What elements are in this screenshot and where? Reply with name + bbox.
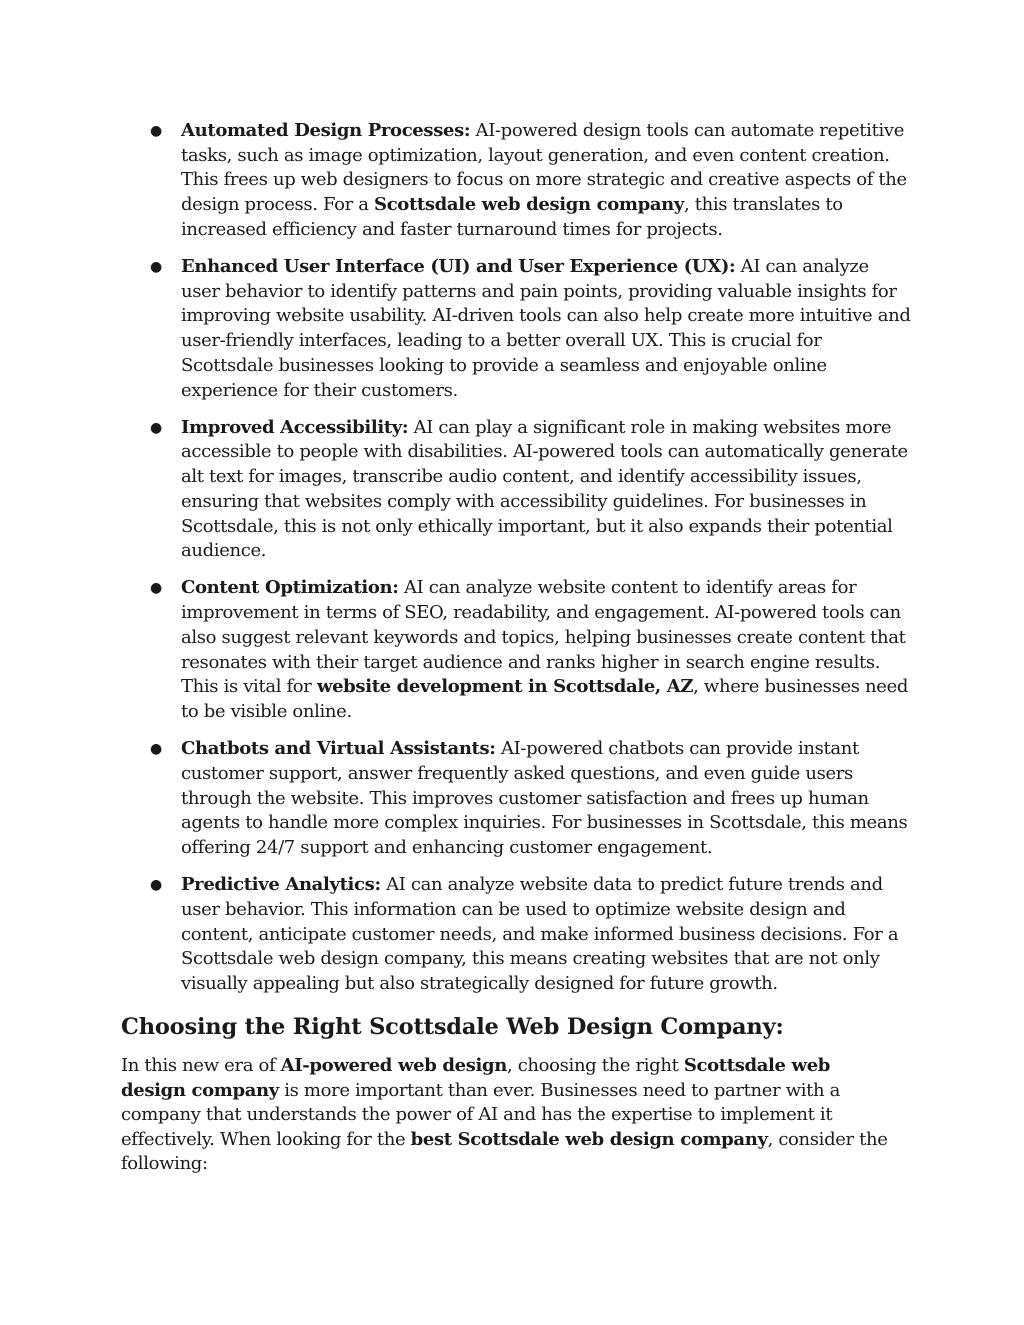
bullet-title: Chatbots and Virtual Assistants: <box>181 738 496 760</box>
list-item <box>150 119 911 243</box>
list-item <box>150 576 911 724</box>
bullet-text: AI-powered chatbots can provide instant customer support, answer frequently asked questions, and even guide users through the website. This improves customer satisfaction and frees up human agents to handle more complex inquiries. For businesses in Scottsdale, this means offering 24/7 support and enhancing customer engagement. <box>181 738 908 858</box>
bullet-dot-icon: ● <box>150 877 162 894</box>
bullet-text-end: , where businesses need to be visible online. <box>181 676 909 722</box>
bullet-title: Predictive Analytics: <box>181 874 381 896</box>
bullet-title: Improved Accessibility: <box>181 416 409 438</box>
section-paragraph <box>121 1054 891 1177</box>
bullet-bold-phrase: Scottsdale web design company <box>374 194 684 216</box>
bullet-dot-icon: ● <box>150 259 162 276</box>
bullet-text: AI can analyze website data to predict future trends and user behavior. This information can be used to optimize website design and content, anticipate customer needs, and make informed business decisions. For a Scottsdale web design company, this means creating websites that are not only visually appealing but also strategically designed for future growth. <box>181 874 899 994</box>
paragraph-text: , choosing the right <box>506 1055 684 1076</box>
paragraph-bold-phrase: best Scottsdale web design company <box>410 1128 768 1150</box>
bullet-title: Automated Design Processes: <box>181 120 471 141</box>
bullet-text: AI-powered design tools can automate repetitive tasks, such as image optimization, layout generation, and even content creation. This frees up web designers to focus on more strategic and creative aspects of the design process. For a <box>181 120 907 216</box>
bullet-dot-icon: ● <box>150 580 162 597</box>
list-item <box>150 255 911 403</box>
paragraph-text: is more important than ever. Businesses need to partner with a company that understands the power of AI and has the expertise to implement it effectively. When looking for the <box>121 1079 841 1150</box>
bullet-dot-icon: ● <box>150 123 162 139</box>
bullet-dot-icon: ● <box>150 419 162 436</box>
section-heading: Choosing the Right Scottsdale Web Design Company: <box>121 1014 784 1040</box>
list-item <box>150 737 911 861</box>
bullet-bold-phrase: website development in Scottsdale, AZ <box>316 676 694 698</box>
paragraph-bold-phrase: Scottsdale web design company <box>121 1055 831 1101</box>
bullet-text: AI can play a significant role in making websites more accessible to people with disabilities. AI-powered tools can automatically generate alt text for images, transcribe audio content, and identify accessibility issues, ensuring that websites comply with accessibility guidelines. For businesses in Scottsdale, this is not only ethically important, but it also expands their potential audience. <box>181 416 908 562</box>
bullet-text-end: , this translates to increased efficiency and faster turnaround times for projects. <box>181 194 843 240</box>
paragraph-bold-phrase: AI-powered web design <box>280 1055 507 1076</box>
bullet-title: Enhanced User Interface (UI) and User Experience (UX): <box>181 256 736 278</box>
bullet-dot-icon: ● <box>150 741 162 758</box>
paragraph-text: , consider the following: <box>121 1128 888 1175</box>
list-item <box>150 416 911 564</box>
bullet-text: AI can analyze user behavior to identify patterns and pain points, providing valuable insights for improving website usability. AI-driven tools can also help create more intuitive and user-friendly interfaces, leading to a better overall UX. This is crucial for Scottsdale businesses looking to provide a seamless and enjoyable online experience for their customers. <box>181 256 911 401</box>
bullet-text: AI can analyze website content to identify areas for improvement in terms of SEO, readability, and engagement. AI-powered tools can also suggest relevant keywords and topics, helping businesses create content that resonates with their target audience and ranks higher in search engine results. This is vital for <box>181 577 906 698</box>
bullet-title: Content Optimization: <box>181 577 399 599</box>
list-item <box>150 873 911 997</box>
bullet-list <box>150 119 911 1009</box>
paragraph-text: In this new era of <box>121 1055 281 1076</box>
